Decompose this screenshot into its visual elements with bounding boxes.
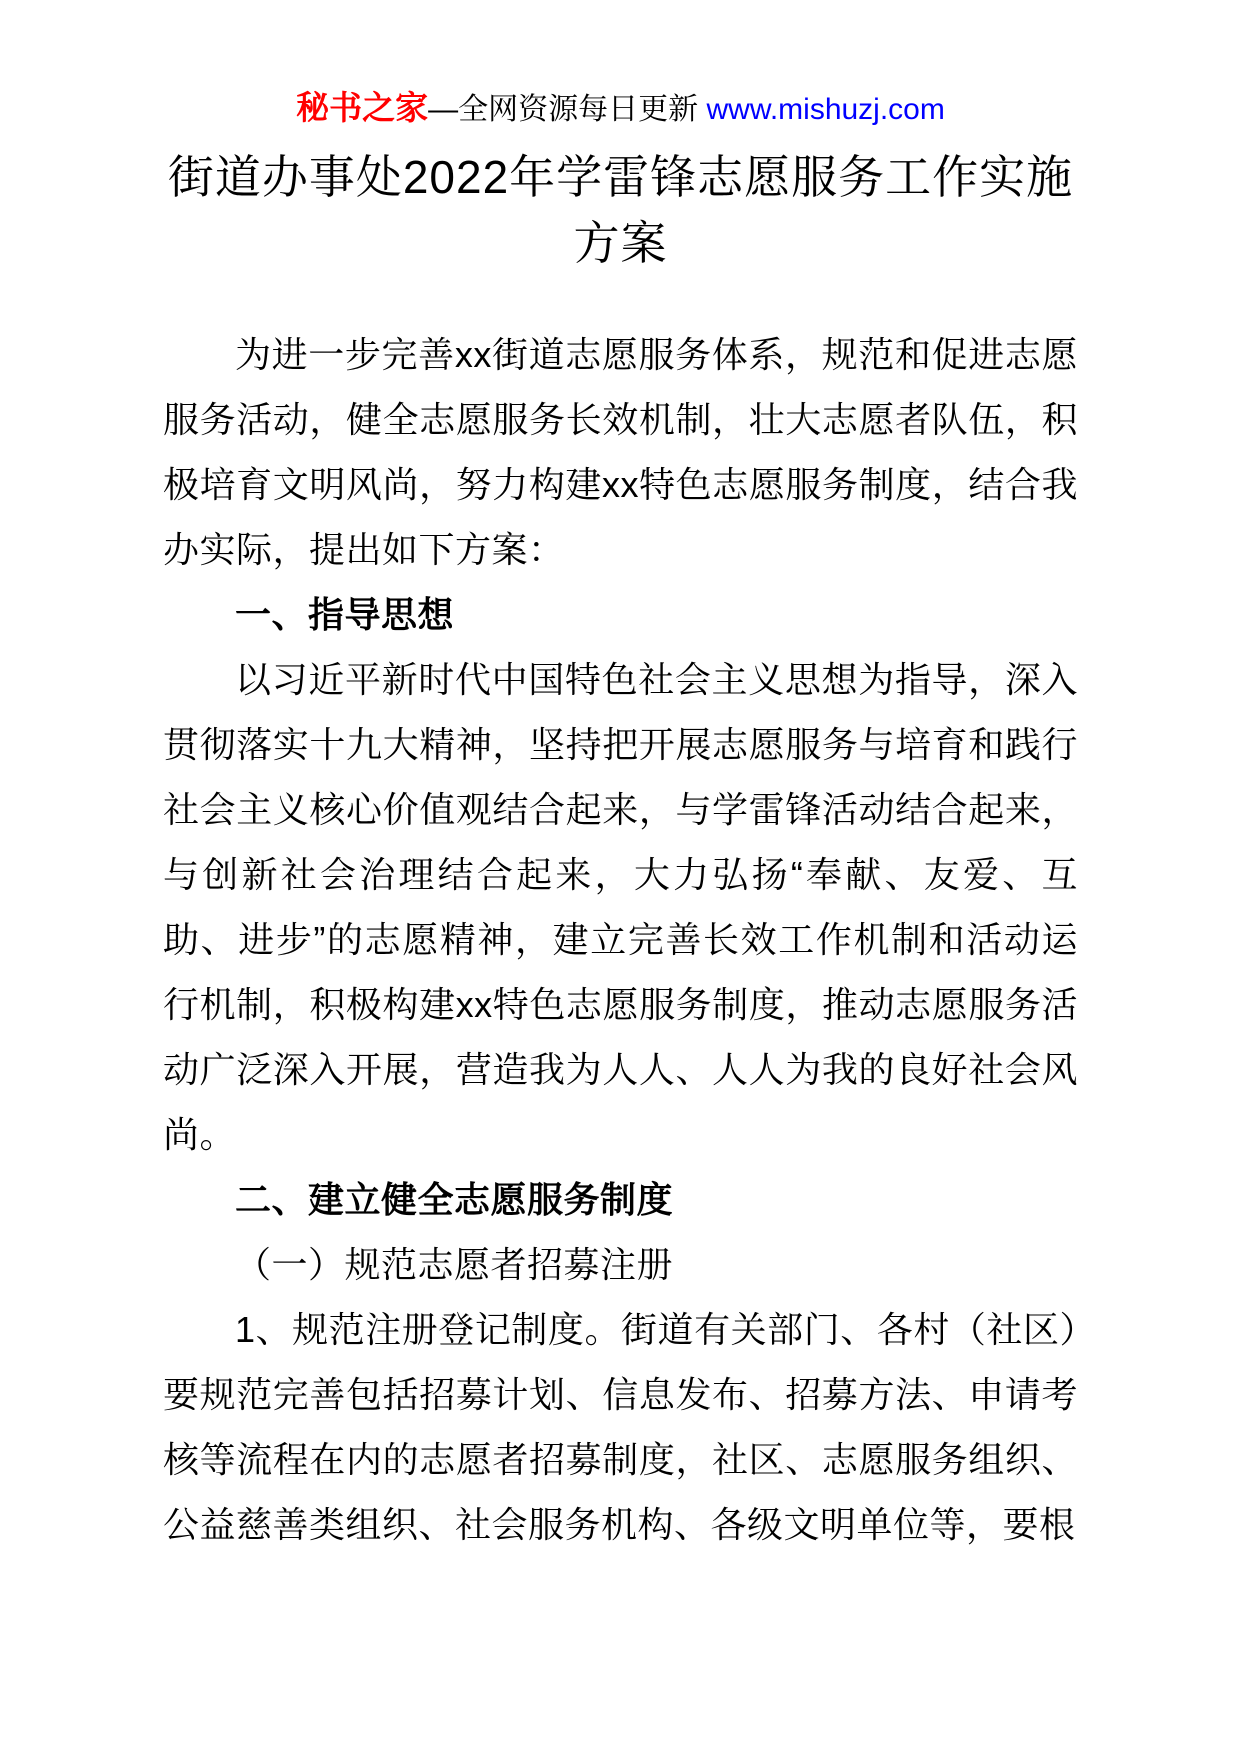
document-paragraph-intro: 为进一步完善xx街道志愿服务体系，规范和促进志愿服务活动，健全志愿服务长效机制，壮大志愿者队伍，积极培育文明风尚，努力构建xx特色志愿服务制度，结合我办实际，提出如下方案： [163,334,1078,570]
site-brand: 秘书之家 [296,89,429,126]
subsection-heading-1: （一）规范志愿者招募注册 [235,1244,674,1285]
site-tagline: —全网资源每日更新 [428,93,707,126]
page-header [163,88,1078,130]
site-url-link[interactable]: www.mishuzj.com [706,93,945,126]
section-heading-1: 一、指导思想 [235,594,455,635]
document-title: 街道办事处2022年学雷锋志愿服务工作实施方案 [167,151,1074,269]
document-paragraph-registration: 1、规范注册登记制度。街道有关部门、各村（社区）要规范完善包括招募计划、信息发布、招募方法、申请考核等流程在内的志愿者招募制度，社区、志愿服务组织、公益慈善类组织、社会服务机构、各级文明单位等，要根 [163,1309,1078,1545]
document-paragraph-guiding-ideology: 以习近平新时代中国特色社会主义思想为指导，深入贯彻落实十九大精神，坚持把开展志愿服务与培育和践行社会主义核心价值观结合起来，与学雷锋活动结合起来，与创新社会治理结合起来，大力弘扬“奉献、友爱、互助、进步”的志愿精神，建立完善长效工作机制和活动运行机制，积极构建xx特色志愿服务制度，推动志愿服务活动广泛深入开展，营造我为人人、人人为我的良好社会风尚。 [163,659,1078,1155]
document-body [163,322,1078,1557]
section-heading-2: 二、建立健全志愿服务制度 [235,1179,674,1220]
